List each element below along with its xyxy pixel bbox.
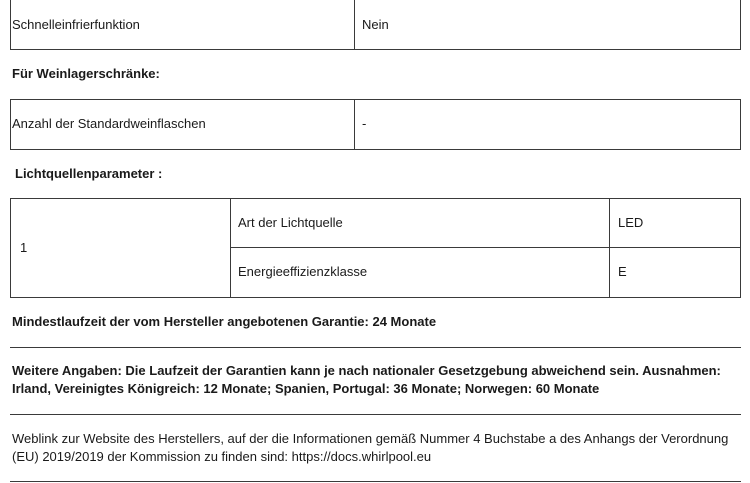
wine-bottles-label: Anzahl der Standardweinflaschen [12,116,206,131]
row-divider [10,414,741,415]
row-divider [10,49,741,50]
quick-freeze-label: Schnelleinfrierfunktion [12,17,140,32]
further-info-text: Weitere Angaben: Die Laufzeit der Garantien kann je nach nationaler Gesetzgebung abweichend sein. Ausnahmen: Irland, Vereinigtes Königreich: 12 Monate; Spanien, Portugal: 36 Monate; Norwegen: 60 Monate [12,363,721,396]
light-class-value: E [618,264,627,279]
light-type-label: Art der Lichtquelle [238,215,343,230]
table-divider [354,99,355,149]
table-border-right [740,0,741,49]
wine-bottles-value: - [362,116,367,131]
row-divider [10,99,741,100]
table-divider [354,0,355,49]
table-border-left [10,198,11,297]
light-type-value: LED [618,215,644,230]
row-divider [10,149,741,150]
light-class-label: Energieeffizienzklasse [238,264,368,279]
light-index: 1 [20,240,28,255]
guarantee-text: Mindestlaufzeit der vom Hersteller angebotenen Garantie: 24 Monate [12,314,437,329]
light-section-heading: Lichtquellenparameter : [15,166,163,181]
table-border-left [10,99,11,149]
row-divider [10,481,741,482]
row-divider [10,198,741,199]
table-border-right [740,99,741,149]
wine-section-heading: Für Weinlagerschränke: [12,66,160,81]
table-border-left [10,0,11,49]
row-divider [10,347,741,348]
row-divider [10,297,741,298]
row-divider [230,247,741,248]
weblink-text: Weblink zur Website des Herstellers, auf der die Informationen gemäß Nummer 4 Buchstabe a des Anhangs der Verordnung (EU) 2019/2019 der Kommission zu finden sind: https://docs.whirlpool.eu [12,431,729,464]
quick-freeze-value: Nein [362,17,389,32]
